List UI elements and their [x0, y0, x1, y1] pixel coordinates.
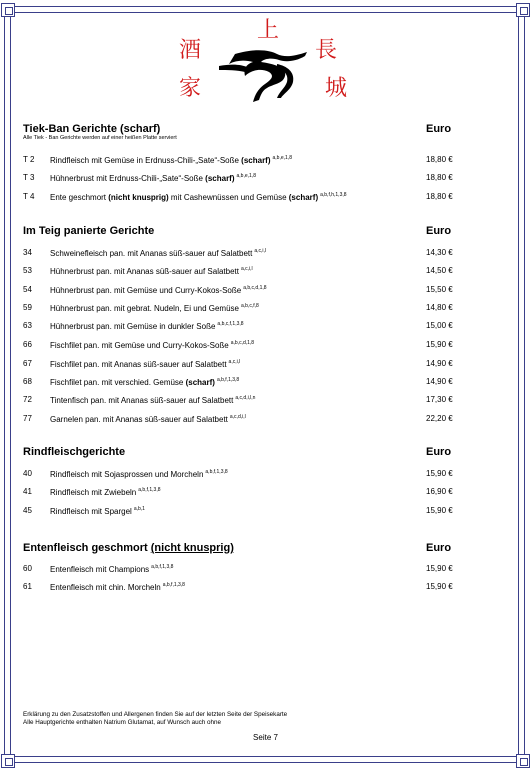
dish-code: 68 [23, 377, 32, 386]
menu-item-row [23, 377, 483, 389]
dish-description: Ente geschmort (nicht knusprig) mit Cashewnüssen und Gemüse (scharf) $^{a,b,f,h,1,3,8}$ [50, 192, 347, 202]
allergen-footnote: Erklärung zu den Zusatzstoffen und Allergenen finden Sie auf der letzten Seite der Speisekarte [23, 711, 288, 718]
frame-corner-ornament [516, 754, 530, 768]
dish-description: Entenfleisch mit chin. Morcheln $^{a,b,f,1,3,8}$ [50, 582, 185, 592]
allergen-codes: a,b,f,1,3,8 [162, 582, 185, 588]
section-currency-header: Euro [426, 446, 452, 458]
dish-price: 15,90 € [426, 469, 453, 478]
dish-code: T 3 [23, 173, 35, 182]
menu-item-row [23, 321, 483, 333]
menu-item-row [23, 340, 483, 352]
dish-description: Fischfilet pan. mit Gemüse und Curry-Kokos-Soße $^{a,b,c,d,1,8}$ [50, 340, 255, 350]
dish-code: T 2 [23, 155, 35, 164]
dish-description: Fischfilet pan. mit Ananas süß-sauer auf Salatbett $^{a,c,i,l}$ [50, 359, 241, 369]
dish-code: T 4 [23, 192, 35, 201]
dish-code: 40 [23, 469, 32, 478]
dish-price: 16,90 € [426, 487, 453, 496]
allergen-codes: a,b,f,1,3,8 [205, 469, 228, 475]
dish-description: Hühnerbrust mit Erdnuss-Chili-„Sate“-Soße (scharf) $^{a,b,e,1,8}$ [50, 173, 256, 183]
dish-price: 15,00 € [426, 321, 453, 330]
dish-description: Rindfleisch mit Sojasprossen und Morcheln $^{a,b,f,1,3,8}$ [50, 469, 228, 479]
dish-code: 63 [23, 321, 32, 330]
dish-price: 15,90 € [426, 564, 453, 573]
section-title: Entenfleisch geschmort (nicht knusprig) [23, 542, 234, 554]
logo-char: 長 [315, 38, 338, 63]
dish-price: 14,30 € [426, 248, 453, 257]
menu-item-row [23, 155, 483, 167]
section-note: Alle Tiek - Ban Gerichte werden auf einer heißen Platte serviert [23, 135, 177, 141]
dish-price: 15,90 € [426, 340, 453, 349]
allergen-codes: a,b,c,d,1,8 [243, 285, 267, 291]
logo-char: 家 [179, 76, 202, 101]
allergen-codes: a,b,1 [133, 506, 145, 512]
allergen-codes: a,b,f,h,1,3,8 [320, 192, 347, 198]
allergen-codes: a,b,e,1,8 [272, 155, 292, 161]
frame-corner-ornament [516, 3, 530, 17]
dish-description: Rindfleisch mit Gemüse in Erdnuss-Chili-„Sate“-Soße (scharf) $^{a,b,e,1,8}$ [50, 155, 292, 165]
allergen-codes: a,b,f,1,3,8 [216, 377, 240, 383]
menu-item-row [23, 359, 483, 371]
dish-code: 53 [23, 266, 32, 275]
menu-item-row [23, 582, 483, 594]
dish-description: Tintenfisch pan. mit Ananas süß-sauer auf Salatbett $^{a,c,d,i,l,n}$ [50, 395, 256, 405]
logo-char: 城 [325, 76, 348, 101]
menu-item-row [23, 173, 483, 185]
dish-description: Schweinefleisch pan. mit Ananas süß-sauer auf Salatbett $^{a,c,i,l}$ [50, 248, 267, 258]
dish-code: 66 [23, 340, 32, 349]
menu-item-row [23, 192, 483, 204]
section-title: Rindfleischgerichte [23, 446, 126, 458]
menu-item-row [23, 248, 483, 260]
dish-description: Rindfleisch mit Spargel $^{a,b,1}$ [50, 506, 145, 516]
dish-description: Rindfleisch mit Zwiebeln $^{a,b,f,1,3,8}$ [50, 487, 161, 497]
allergen-codes: a,c,d,i,l,n [235, 395, 256, 401]
dish-price: 18,80 € [426, 192, 453, 201]
menu-item-row [23, 303, 483, 315]
allergen-codes: a,c,d,i,l [229, 414, 246, 420]
menu-item-row [23, 469, 483, 481]
logo-char: 酒 [179, 38, 202, 63]
dish-description: Garnelen pan. mit Ananas süß-sauer auf Salatbett $^{a,c,d,i,l}$ [50, 414, 246, 424]
dish-code: 54 [23, 285, 32, 294]
dish-code: 72 [23, 395, 32, 404]
dish-price: 14,80 € [426, 303, 453, 312]
section-currency-header: Euro [426, 123, 452, 135]
frame-corner-ornament [1, 3, 15, 17]
dish-price: 15,90 € [426, 506, 453, 515]
section-currency-header: Euro [426, 225, 452, 237]
dish-code: 77 [23, 414, 32, 423]
allergen-codes: a,b,c,f,8 [241, 303, 259, 309]
dish-price: 14,90 € [426, 359, 453, 368]
dish-price: 18,80 € [426, 173, 453, 182]
dish-code: 59 [23, 303, 32, 312]
dish-description: Hühnerbrust pan. mit Gemüse in dunkler Soße $^{a,b,c,f,1,3,8}$ [50, 321, 244, 331]
dish-price: 14,50 € [426, 266, 453, 275]
menu-item-row [23, 506, 483, 518]
dish-code: 45 [23, 506, 32, 515]
menu-item-row [23, 564, 483, 576]
glutamate-footnote: Alle Hauptgerichte enthalten Natrium Glutamat, auf Wunsch auch ohne [23, 719, 221, 726]
dish-description: Hühnerbrust pan. mit Ananas süß-sauer auf Salatbett $^{a,c,i,l}$ [50, 266, 253, 276]
dish-price: 15,50 € [426, 285, 453, 294]
menu-item-row [23, 395, 483, 407]
dish-description: Fischfilet pan. mit verschied. Gemüse (scharf) $^{a,b,f,1,3,8}$ [50, 377, 240, 387]
dish-price: 22,20 € [426, 414, 453, 423]
dish-description: Hühnerbrust pan. mit Gemüse und Curry-Kokos-Soße $^{a,b,c,d,1,8}$ [50, 285, 267, 295]
section-title: Tiek-Ban Gerichte (scharf) [23, 123, 161, 135]
dish-code: 60 [23, 564, 32, 573]
allergen-codes: a,b,e,1,8 [236, 173, 256, 179]
dish-code: 61 [23, 582, 32, 591]
dish-code: 34 [23, 248, 32, 257]
allergen-codes: a,b,f,1,3,8 [138, 487, 161, 493]
allergen-codes: a,c,i,l [241, 266, 253, 272]
restaurant-logo [175, 18, 355, 110]
dish-code: 41 [23, 487, 32, 496]
allergen-codes: a,b,c,d,1,8 [230, 340, 255, 346]
page-number: Seite 7 [253, 733, 278, 742]
dish-price: 15,90 € [426, 582, 453, 591]
section-currency-header: Euro [426, 542, 452, 554]
menu-item-row [23, 285, 483, 297]
frame-corner-ornament [1, 754, 15, 768]
dish-code: 67 [23, 359, 32, 368]
logo-char: 上 [257, 18, 280, 43]
section-title: Im Teig panierte Gerichte [23, 225, 155, 237]
allergen-codes: a,b,c,f,1,3,8 [217, 321, 244, 327]
menu-item-row [23, 266, 483, 278]
allergen-codes: a,c,i,l [254, 248, 267, 254]
dish-price: 17,30 € [426, 395, 453, 404]
dish-description: Entenfleisch mit Champions $^{a,b,f,1,3,8}$ [50, 564, 174, 574]
allergen-codes: a,c,i,l [228, 359, 241, 365]
allergen-codes: a,b,f,1,3,8 [151, 564, 174, 570]
dish-description: Hühnerbrust pan. mit gebrat. Nudeln, Ei und Gemüse $^{a,b,c,f,8}$ [50, 303, 259, 313]
dish-price: 14,90 € [426, 377, 453, 386]
menu-item-row [23, 487, 483, 499]
dish-price: 18,80 € [426, 155, 453, 164]
menu-item-row [23, 414, 483, 426]
great-wall-brush-icon [215, 42, 315, 106]
